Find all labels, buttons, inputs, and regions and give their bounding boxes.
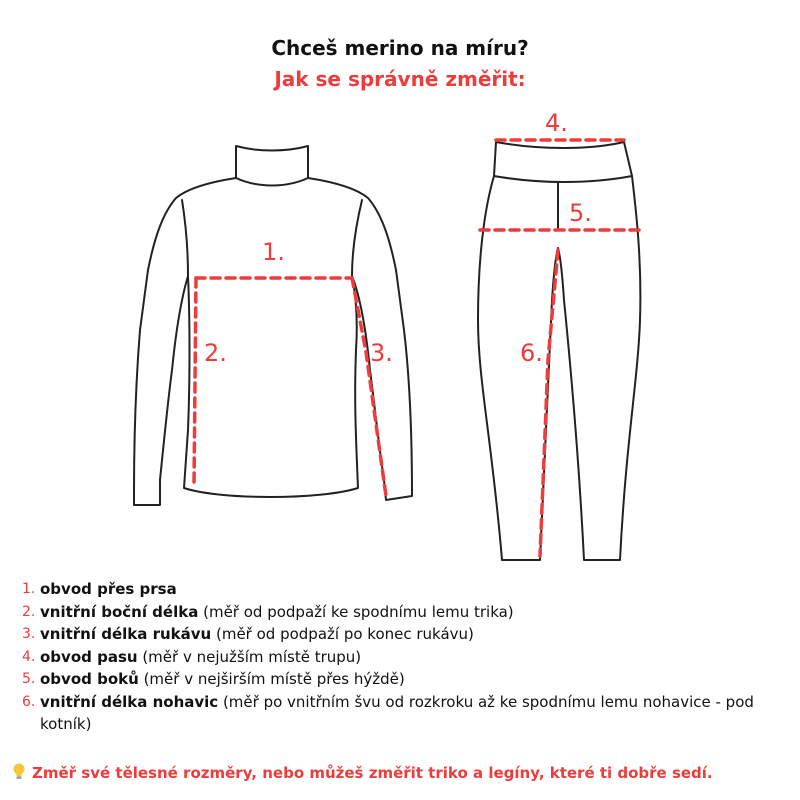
- measure-line-6: [540, 250, 558, 556]
- measurement-name: vnitřní délka rukávu: [40, 625, 212, 643]
- measurement-note: (měř v nejužším místě trupu): [137, 647, 362, 666]
- tip-note: [12, 763, 797, 782]
- measurement-name: obvod pasu: [40, 647, 138, 666]
- list-number: 4.: [22, 648, 36, 665]
- measurement-note: (měř od podpaží po konec rukávu): [211, 625, 474, 643]
- list-item: [22, 668, 792, 691]
- page-subtitle: Jak se správně změřit:: [274, 67, 526, 91]
- list-item: [22, 646, 792, 669]
- measurement-name: vnitřní boční délka: [40, 602, 199, 621]
- list-number: 3.: [22, 626, 36, 642]
- list-number: 6.: [22, 693, 36, 710]
- page-title: Chceš merino na míru?: [271, 36, 529, 60]
- list-item: [22, 691, 792, 736]
- list-number: 5.: [22, 671, 36, 687]
- figure-label-3: 3.: [370, 339, 393, 367]
- figure-label-2: 2.: [204, 339, 227, 367]
- measurement-list: [22, 578, 792, 736]
- figure-label-4: 4.: [545, 109, 568, 137]
- figure-label-1: 1.: [262, 238, 285, 266]
- list-item: [22, 623, 792, 646]
- tip-text: Změř své tělesné rozměry, nebo můžeš změřit triko a legíny, které ti dobře sedí.: [32, 764, 713, 782]
- measurement-name: vnitřní délka nohavic: [40, 692, 219, 711]
- measurement-name: obvod boků: [40, 670, 139, 688]
- measurement-name: obvod přes prsa: [40, 580, 177, 598]
- list-number: 2.: [22, 603, 36, 620]
- leggings-outline: [478, 142, 640, 560]
- figure-label-5: 5.: [569, 199, 592, 227]
- measurement-note: (měř v nejširším místě přes hýždě): [138, 670, 405, 688]
- lightbulb-icon: [12, 763, 26, 780]
- shirt-outline: [134, 146, 412, 505]
- list-number: 1.: [22, 581, 36, 597]
- measurement-note: (měř po vnitřním švu od rozkroku až ke spodnímu lemu nohavice - pod kotník): [40, 692, 754, 733]
- list-item: [22, 578, 792, 601]
- list-item: [22, 601, 792, 624]
- figure-label-6: 6.: [520, 339, 543, 367]
- measure-line-2: [194, 278, 196, 486]
- measurement-note: (měř od podpaží ke spodnímu lemu trika): [198, 602, 514, 621]
